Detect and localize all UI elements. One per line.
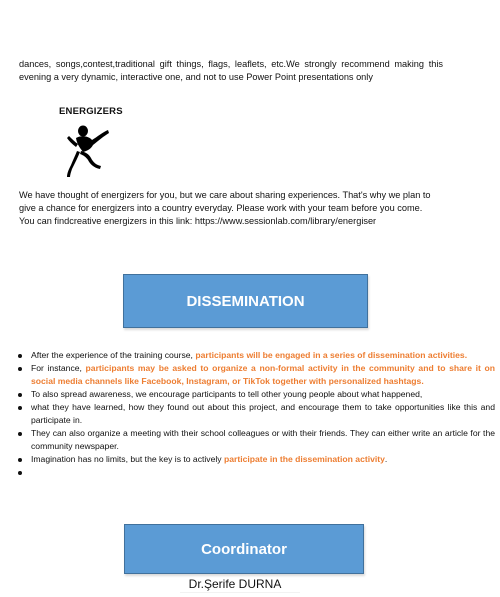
bullet-text: . xyxy=(464,350,468,360)
bullet-highlight: participate in the dissemination activity xyxy=(223,454,385,464)
bullet-text: After the experience of the training course, xyxy=(31,350,196,360)
energizers-line-1: We have thought of energizers for you, but we care about sharing experiences. That's why we plan to xyxy=(19,190,431,200)
dissemination-title: DISSEMINATION xyxy=(186,292,305,310)
energizers-line-2: give a chance for energizers into a country everyday. Please work with your team before you come. xyxy=(19,203,423,213)
intro-paragraph xyxy=(19,58,443,84)
bullet-text: what they have learned, how they found out about this project, and encourage them to take opportunities like this and participate in. xyxy=(31,402,495,425)
bullet-text: . xyxy=(384,454,388,464)
bullet-item xyxy=(17,349,495,362)
bullet-highlight: participants may be asked to organize a non-formal activity in the community and to share it on social media channels like Facebook, Instagram, or TikTok together with personalized hashtags. xyxy=(31,363,495,386)
bullet-item xyxy=(17,362,495,388)
dissemination-bullet-list xyxy=(17,349,495,479)
bullet-text: They can also organize a meeting with their school colleagues or with their friends. They can either write an article for the community newspaper. xyxy=(31,428,495,451)
bullet-text: To also spread awareness, we encourage participants to tell other young people about what happened, xyxy=(31,389,423,399)
coordinator-name-line xyxy=(0,577,500,591)
energizers-heading: ENERGIZERS xyxy=(59,106,123,117)
bullet-item xyxy=(17,401,495,427)
intro-line-2: evening a very dynamic, interactive one, and not to use Power Point presentations only xyxy=(19,72,373,82)
bullet-text: Imagination has no limits, but the key is to actively xyxy=(31,454,224,464)
coordinator-name: Dr.Şerife DURNA xyxy=(188,577,282,591)
dissemination-title-box xyxy=(123,274,368,328)
energizers-line-3: You can findcreative energizers in this link: https://www.sessionlab.com/library/energiser xyxy=(19,216,377,226)
bullet-text: For instance, xyxy=(31,363,86,373)
bullet-highlight: participants will be engaged in a series of dissemination activities xyxy=(195,350,465,360)
dancer-icon xyxy=(63,122,111,178)
coordinator-title: Coordinator xyxy=(201,540,287,558)
bullet-item xyxy=(17,453,495,466)
bullet-item-empty xyxy=(17,466,495,479)
signature-rule xyxy=(180,592,300,593)
intro-line-1: dances, songs,contest,traditional gift things, flags, leaflets, etc.We strongly recommend making this xyxy=(19,59,443,69)
bullet-item xyxy=(17,388,495,401)
bullet-item xyxy=(17,427,495,453)
coordinator-title-box xyxy=(124,524,364,574)
energizers-paragraph xyxy=(19,189,443,228)
